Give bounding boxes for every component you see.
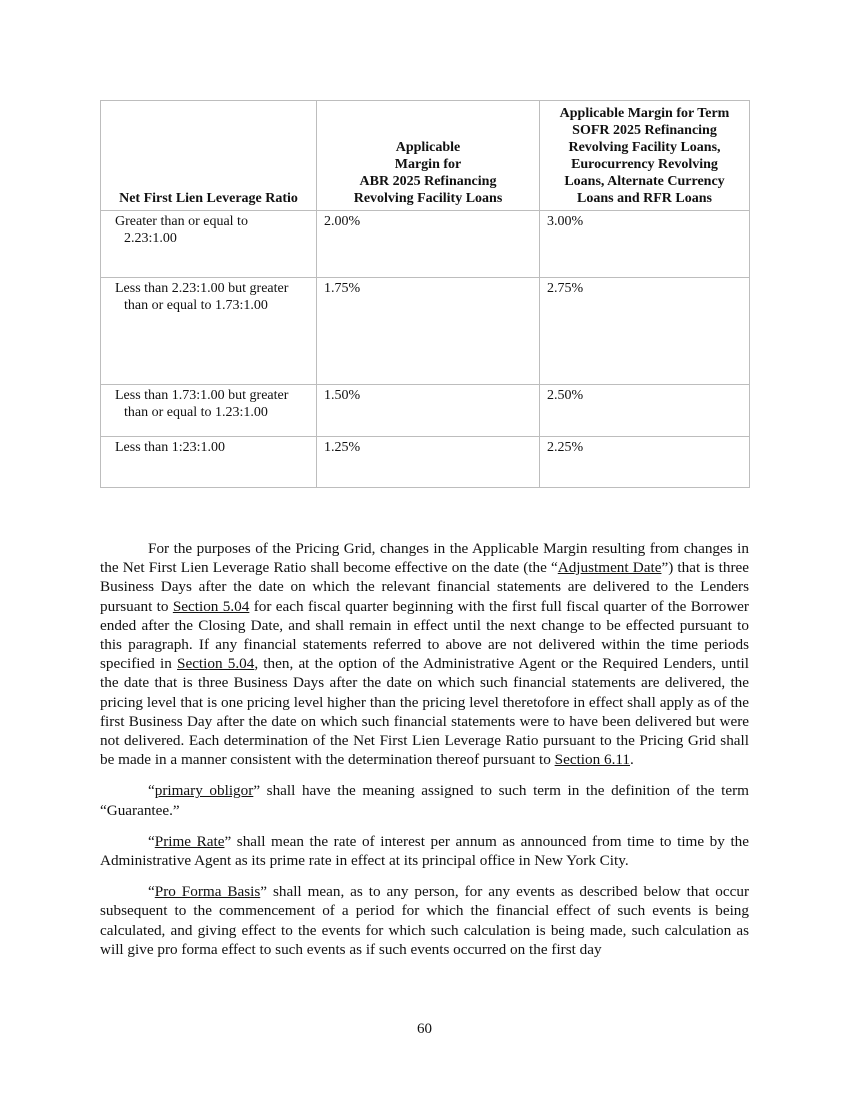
- table-row: [101, 278, 750, 385]
- table-row: [101, 385, 750, 437]
- body-text: [100, 539, 749, 971]
- sofr-margin-cell: 3.00%: [540, 211, 750, 278]
- abr-margin-cell: 1.25%: [317, 437, 540, 488]
- ratio-cell: Less than 1:23:1.00: [101, 437, 317, 488]
- abr-margin-cell: 2.00%: [317, 211, 540, 278]
- sofr-margin-cell: 2.75%: [540, 278, 750, 385]
- section-reference: Section 5.04: [177, 655, 255, 673]
- sofr-margin-cell: 2.25%: [540, 437, 750, 488]
- pricing-grid-paragraph: For the purposes of the Pricing Grid, changes in the Applicable Margin resulting from changes in the Net First Lien Leverage Ratio shall become effective on the date (the “Adjustment Date”) that is three Business Days after the date on which the relevant financial statements are delivered to the Lenders pursuant to Section 5.04 for each fiscal quarter beginning with the first full fiscal quarter of the Borrower ended after the Closing Date, and shall remain in effect until the next change to be effected pursuant to this paragraph. If any financial statements referred to above are not delivered within the time periods specified in Section 5.04, then, at the option of the Administrative Agent or the Required Lenders, until the date that is three Business Days after the date on which such financial statements are delivered, the pricing level that is one pricing level higher than the pricing level theretofore in effect shall apply as of the first Business Day after the date on which such financial statements were to have been delivered but were not delivered. Each determination of the Net First Lien Leverage Ratio pursuant to the Pricing Grid shall be made in a manner consistent with the determination thereof pursuant to Section 6.11.: [100, 540, 749, 769]
- abr-margin-cell: 1.75%: [317, 278, 540, 385]
- header-abr-margin: Applicable Margin for ABR 2025 Refinancing Revolving Facility Loans: [317, 101, 540, 211]
- definition-primary-obligor: “primary obligor” shall have the meaning assigned to such term in the definition of the term “Guarantee.”: [100, 782, 749, 819]
- defined-term: Prime Rate: [154, 832, 225, 850]
- header-sofr-margin: Applicable Margin for Term SOFR 2025 Refinancing Revolving Facility Loans, Eurocurrency Revolving Loans, Alternate Currency Loans and RFR Loans: [540, 101, 750, 211]
- table-header-row: [101, 101, 750, 211]
- ratio-cell: Greater than or equal to 2.23:1.00: [101, 211, 317, 278]
- defined-term: Pro Forma Basis: [154, 883, 261, 901]
- defined-term: primary obligor: [154, 782, 254, 800]
- section-reference: Section 5.04: [172, 597, 250, 615]
- section-reference: Section 6.11: [554, 751, 631, 769]
- header-ratio: Net First Lien Leverage Ratio: [101, 101, 317, 211]
- table-row: [101, 437, 750, 488]
- definition-prime-rate: “Prime Rate” shall mean the rate of interest per annum as announced from time to time by the Administrative Agent as its prime rate in effect at its principal office in New York City.: [100, 832, 750, 870]
- definition-pro-forma-basis: “Pro Forma Basis” shall mean, as to any person, for any events as described below that occur subsequent to the commencement of a period for which the financial effect of such events is being calculated, and giving effect to the events for which such calculation is being made, such calculation as will give pro forma effect to such events as if such events occurred on the first day: [100, 883, 749, 958]
- ratio-cell: Less than 2.23:1.00 but greater than or equal to 1.73:1.00: [101, 278, 317, 385]
- abr-margin-cell: 1.50%: [317, 385, 540, 437]
- defined-term: Adjustment Date: [557, 559, 662, 577]
- page-number: 60: [417, 1021, 432, 1037]
- ratio-cell: Less than 1.73:1.00 but greater than or equal to 1.23:1.00: [101, 385, 317, 437]
- sofr-margin-cell: 2.50%: [540, 385, 750, 437]
- table-row: [101, 211, 750, 278]
- pricing-grid-table: [100, 100, 750, 488]
